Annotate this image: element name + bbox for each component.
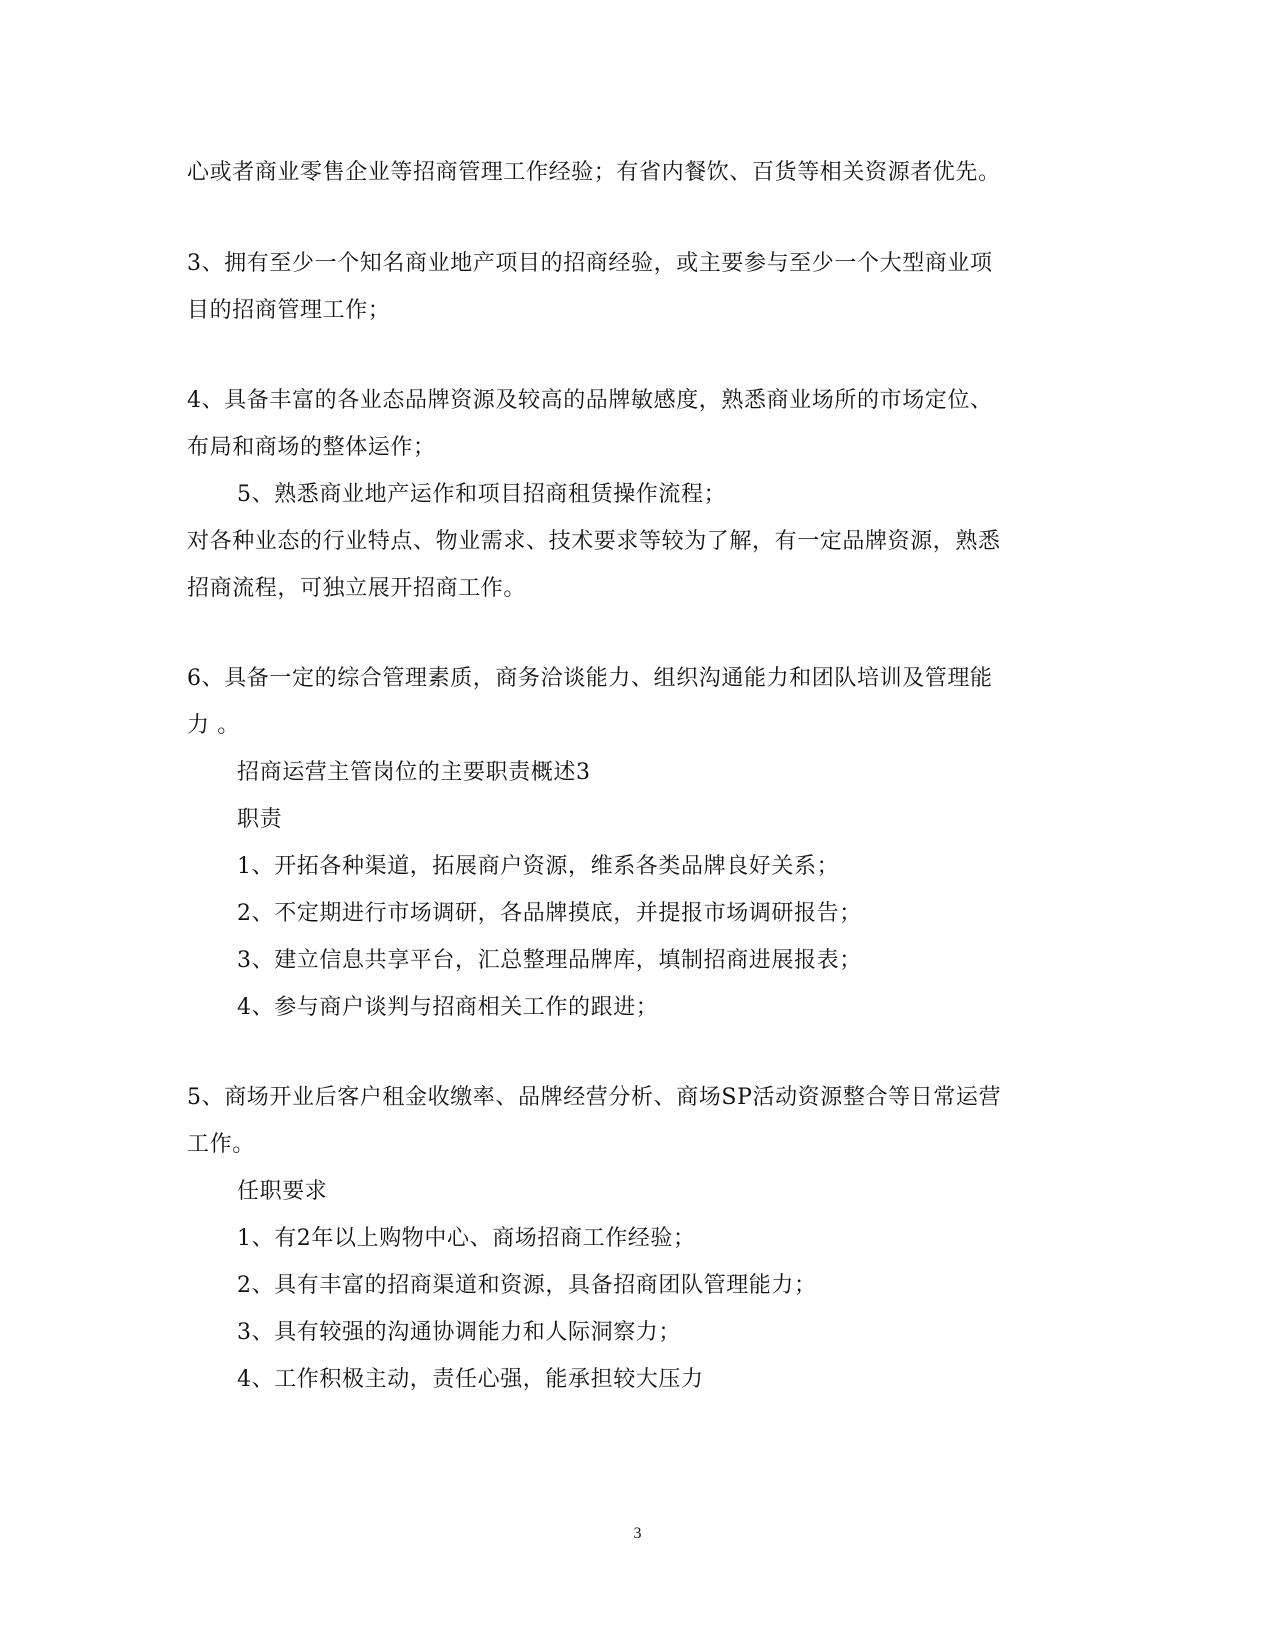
duty-item: 3、建立信息共享平台，汇总整理品牌库，填制招商进展报表； bbox=[237, 948, 862, 973]
paragraph-line: 力 。 bbox=[187, 713, 240, 738]
page-number: 3 bbox=[633, 1525, 642, 1542]
requirement-item: 2、具有丰富的招商渠道和资源，具备招商团队管理能力； bbox=[237, 1273, 817, 1298]
paragraph-line: 招商流程，可独立展开招商工作。 bbox=[187, 576, 527, 601]
requirements-heading: 任职要求 bbox=[237, 1179, 328, 1204]
paragraph-line: 6、具备一定的综合管理素质，商务洽谈能力、组织沟通能力和团队培训及管理能 bbox=[187, 666, 993, 691]
paragraph-line: 目的招商管理工作； bbox=[187, 298, 391, 323]
paragraph-line: 5、熟悉商业地产运作和项目招商租赁操作流程； bbox=[237, 482, 727, 507]
section-title: 招商运营主管岗位的主要职责概述3 bbox=[237, 760, 591, 785]
duty-item: 2、不定期进行市场调研，各品牌摸底，并提报市场调研报告； bbox=[237, 901, 862, 926]
duty-item: 4、参与商户谈判与招商相关工作的跟进； bbox=[237, 995, 659, 1020]
requirement-item: 1、有2年以上购物中心、商场招商工作经验； bbox=[237, 1226, 696, 1251]
duty-item: 5、商场开业后客户租金收缴率、品牌经营分析、商场SP活动资源整合等日常运营 bbox=[187, 1085, 1002, 1110]
paragraph-line: 对各种业态的行业特点、物业需求、技术要求等较为了解，有一定品牌资源，熟悉 bbox=[187, 529, 1001, 554]
requirement-item: 3、具有较强的沟通协调能力和人际洞察力； bbox=[237, 1320, 681, 1345]
paragraph-line: 布局和商场的整体运作； bbox=[187, 435, 436, 460]
duty-item: 工作。 bbox=[187, 1132, 255, 1157]
duty-item: 1、开拓各种渠道，拓展商户资源，维系各类品牌良好关系； bbox=[237, 854, 840, 879]
paragraph-line: 4、具备丰富的各业态品牌资源及较高的品牌敏感度，熟悉商业场所的市场定位、 bbox=[187, 388, 993, 413]
duties-heading: 职责 bbox=[237, 807, 283, 832]
paragraph-line: 3、拥有至少一个知名商业地产项目的招商经验，或主要参与至少一个大型商业项 bbox=[187, 251, 993, 276]
requirement-item: 4、工作积极主动，责任心强，能承担较大压力 bbox=[237, 1367, 704, 1392]
paragraph-line: 心或者商业零售企业等招商管理工作经验；有省内餐饮、百货等相关资源者优先。 bbox=[187, 160, 1001, 185]
